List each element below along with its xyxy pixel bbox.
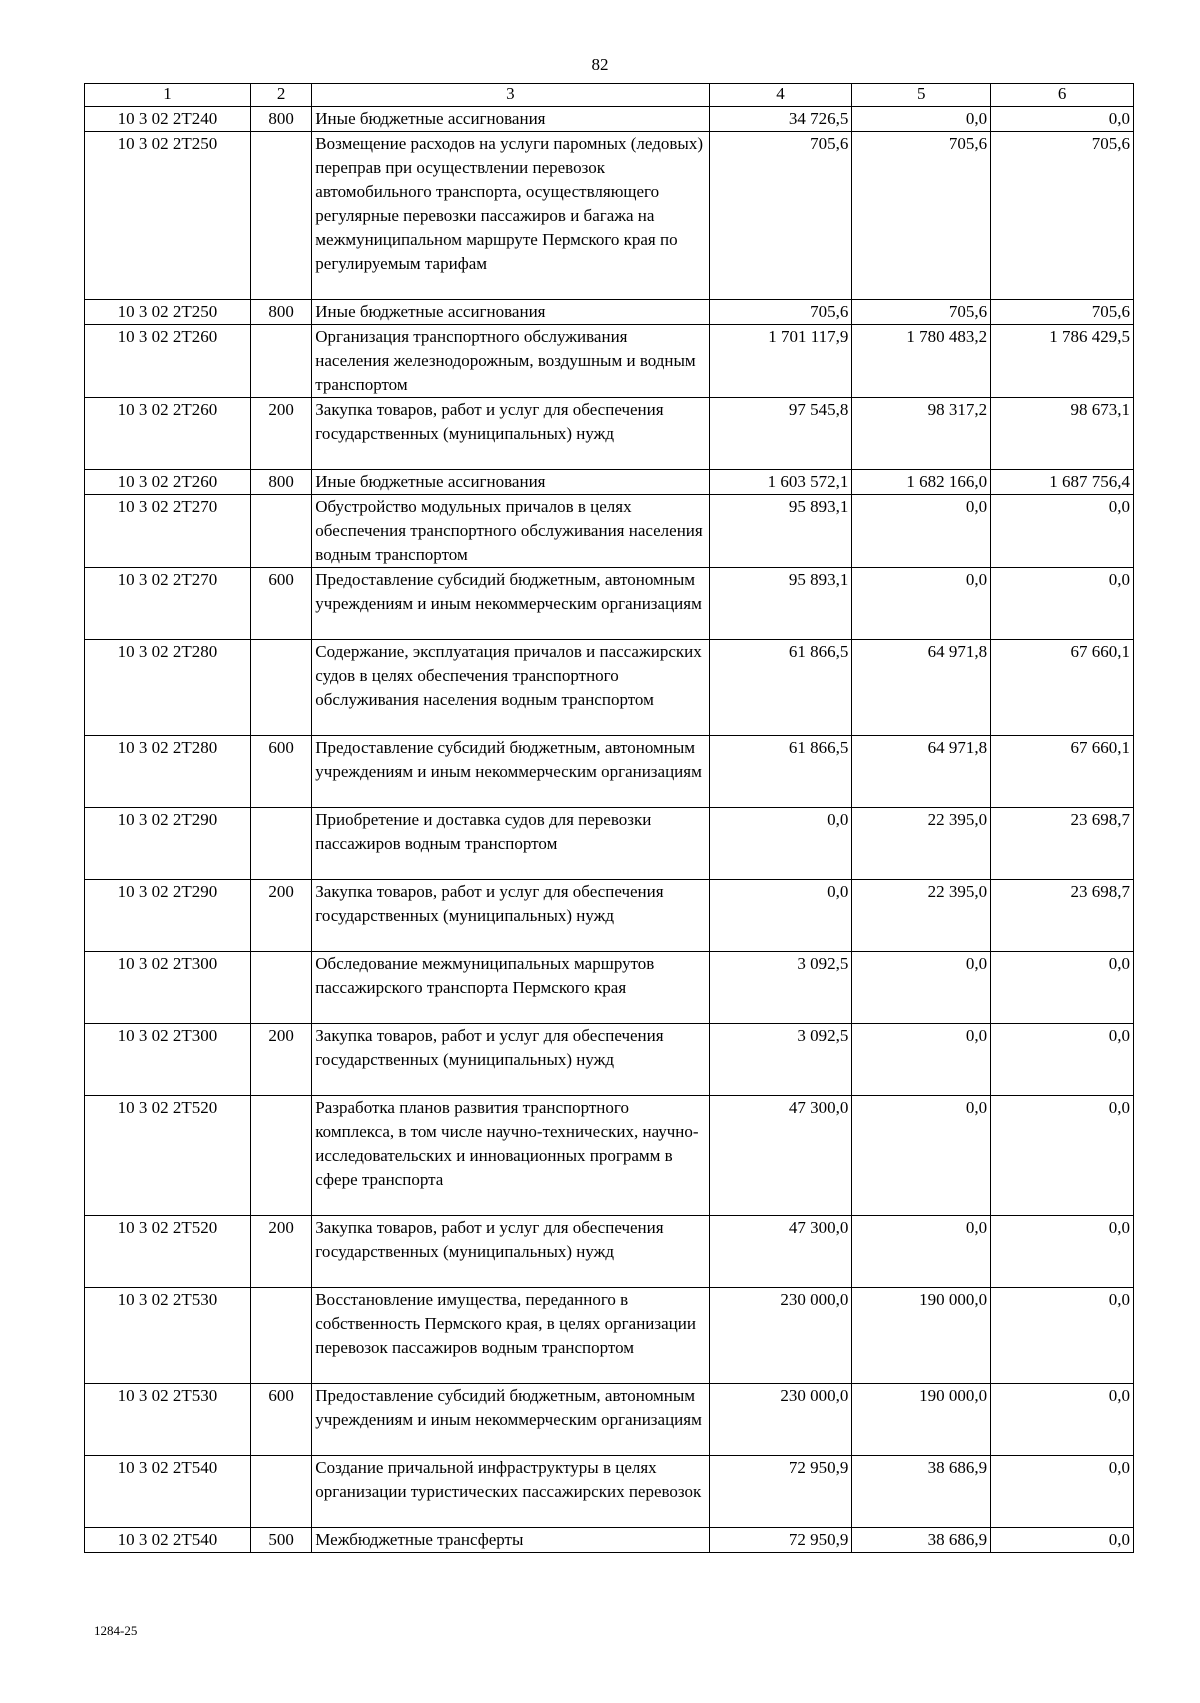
row-value-6: 0,0 bbox=[991, 495, 1134, 568]
row-value-6: 23 698,7 bbox=[991, 880, 1134, 952]
row-value-5: 22 395,0 bbox=[852, 808, 991, 880]
row-name: Межбюджетные трансферты bbox=[312, 1528, 709, 1553]
row-value-4: 97 545,8 bbox=[709, 398, 852, 470]
row-code: 10 3 02 2Т520 bbox=[85, 1216, 251, 1288]
column-header: 4 bbox=[709, 84, 852, 107]
row-code: 10 3 02 2Т520 bbox=[85, 1096, 251, 1216]
row-value-5: 1 780 483,2 bbox=[852, 325, 991, 398]
row-code: 10 3 02 2Т300 bbox=[85, 952, 251, 1024]
row-value-4: 230 000,0 bbox=[709, 1384, 852, 1456]
row-name: Восстановление имущества, переданного в собственность Пермского края, в целях организации перевозок пассажиров водным транспортом bbox=[312, 1288, 709, 1384]
row-value-6: 0,0 bbox=[991, 1216, 1134, 1288]
table-row bbox=[85, 1528, 1134, 1553]
table-row bbox=[85, 1384, 1134, 1456]
row-value-4: 72 950,9 bbox=[709, 1528, 852, 1553]
row-name: Возмещение расходов на услуги паромных (ледовых) переправ при осуществлении перевозок автомобильного транспорта, осуществляющего регулярные перевозки пассажиров и багажа на межмуниципальном маршруте Пермского края по регулируемым тарифам bbox=[312, 132, 709, 300]
row-value-5: 0,0 bbox=[852, 952, 991, 1024]
table-row bbox=[85, 640, 1134, 736]
row-expense-type bbox=[250, 495, 311, 568]
row-value-6: 1 687 756,4 bbox=[991, 470, 1134, 495]
row-value-4: 47 300,0 bbox=[709, 1216, 852, 1288]
row-value-6: 98 673,1 bbox=[991, 398, 1134, 470]
row-code: 10 3 02 2Т300 bbox=[85, 1024, 251, 1096]
table-row bbox=[85, 470, 1134, 495]
row-value-4: 95 893,1 bbox=[709, 568, 852, 640]
row-expense-type bbox=[250, 132, 311, 300]
row-value-6: 1 786 429,5 bbox=[991, 325, 1134, 398]
table-row bbox=[85, 495, 1134, 568]
table-row bbox=[85, 736, 1134, 808]
row-value-5: 0,0 bbox=[852, 1096, 991, 1216]
row-value-6: 705,6 bbox=[991, 300, 1134, 325]
row-value-5: 98 317,2 bbox=[852, 398, 991, 470]
row-value-6: 0,0 bbox=[991, 952, 1134, 1024]
row-value-4: 1 701 117,9 bbox=[709, 325, 852, 398]
row-value-5: 64 971,8 bbox=[852, 736, 991, 808]
row-value-5: 38 686,9 bbox=[852, 1456, 991, 1528]
row-code: 10 3 02 2Т250 bbox=[85, 300, 251, 325]
table-row bbox=[85, 808, 1134, 880]
row-code: 10 3 02 2Т280 bbox=[85, 640, 251, 736]
row-expense-type: 200 bbox=[250, 1024, 311, 1096]
row-name: Организация транспортного обслуживания населения железнодорожным, воздушным и водным транспортом bbox=[312, 325, 709, 398]
row-value-5: 0,0 bbox=[852, 495, 991, 568]
row-value-4: 705,6 bbox=[709, 300, 852, 325]
row-value-6: 0,0 bbox=[991, 1024, 1134, 1096]
table-row bbox=[85, 1288, 1134, 1384]
row-value-6: 0,0 bbox=[991, 568, 1134, 640]
row-name: Предоставление субсидий бюджетным, автономным учреждениям и иным некоммерческим организациям bbox=[312, 568, 709, 640]
row-name: Предоставление субсидий бюджетным, автономным учреждениям и иным некоммерческим организациям bbox=[312, 736, 709, 808]
row-code: 10 3 02 2Т250 bbox=[85, 132, 251, 300]
row-value-6: 0,0 bbox=[991, 1096, 1134, 1216]
row-value-6: 67 660,1 bbox=[991, 640, 1134, 736]
row-expense-type bbox=[250, 1456, 311, 1528]
row-code: 10 3 02 2Т270 bbox=[85, 568, 251, 640]
row-value-4: 72 950,9 bbox=[709, 1456, 852, 1528]
column-header: 2 bbox=[250, 84, 311, 107]
row-expense-type bbox=[250, 1096, 311, 1216]
table-row bbox=[85, 1096, 1134, 1216]
table-row bbox=[85, 952, 1134, 1024]
row-value-5: 0,0 bbox=[852, 568, 991, 640]
row-code: 10 3 02 2Т270 bbox=[85, 495, 251, 568]
row-value-5: 190 000,0 bbox=[852, 1384, 991, 1456]
row-value-5: 0,0 bbox=[852, 107, 991, 132]
row-value-4: 230 000,0 bbox=[709, 1288, 852, 1384]
row-code: 10 3 02 2Т530 bbox=[85, 1288, 251, 1384]
row-name: Иные бюджетные ассигнования bbox=[312, 470, 709, 495]
table-row bbox=[85, 132, 1134, 300]
row-name: Иные бюджетные ассигнования bbox=[312, 300, 709, 325]
row-name: Закупка товаров, работ и услуг для обеспечения государственных (муниципальных) нужд bbox=[312, 880, 709, 952]
table-row bbox=[85, 398, 1134, 470]
row-expense-type: 800 bbox=[250, 107, 311, 132]
table-row bbox=[85, 880, 1134, 952]
row-value-5: 190 000,0 bbox=[852, 1288, 991, 1384]
row-value-6: 0,0 bbox=[991, 1528, 1134, 1553]
row-value-5: 38 686,9 bbox=[852, 1528, 991, 1553]
row-expense-type: 800 bbox=[250, 470, 311, 495]
row-value-6: 705,6 bbox=[991, 132, 1134, 300]
row-code: 10 3 02 2Т540 bbox=[85, 1528, 251, 1553]
table-row bbox=[85, 1456, 1134, 1528]
row-value-4: 3 092,5 bbox=[709, 952, 852, 1024]
row-name: Закупка товаров, работ и услуг для обеспечения государственных (муниципальных) нужд bbox=[312, 1216, 709, 1288]
row-value-6: 67 660,1 bbox=[991, 736, 1134, 808]
row-value-6: 23 698,7 bbox=[991, 808, 1134, 880]
row-code: 10 3 02 2Т260 bbox=[85, 470, 251, 495]
column-header: 6 bbox=[991, 84, 1134, 107]
row-name: Приобретение и доставка судов для перевозки пассажиров водным транспортом bbox=[312, 808, 709, 880]
row-name: Обустройство модульных причалов в целях обеспечения транспортного обслуживания населения водным транспортом bbox=[312, 495, 709, 568]
row-code: 10 3 02 2Т290 bbox=[85, 808, 251, 880]
row-value-4: 0,0 bbox=[709, 808, 852, 880]
row-expense-type bbox=[250, 325, 311, 398]
row-name: Закупка товаров, работ и услуг для обеспечения государственных (муниципальных) нужд bbox=[312, 1024, 709, 1096]
row-value-4: 61 866,5 bbox=[709, 736, 852, 808]
row-value-5: 22 395,0 bbox=[852, 880, 991, 952]
row-code: 10 3 02 2Т240 bbox=[85, 107, 251, 132]
row-code: 10 3 02 2Т540 bbox=[85, 1456, 251, 1528]
row-expense-type: 500 bbox=[250, 1528, 311, 1553]
row-code: 10 3 02 2Т530 bbox=[85, 1384, 251, 1456]
column-header: 5 bbox=[852, 84, 991, 107]
row-value-5: 705,6 bbox=[852, 300, 991, 325]
row-value-5: 0,0 bbox=[852, 1024, 991, 1096]
row-name: Предоставление субсидий бюджетным, автономным учреждениям и иным некоммерческим организациям bbox=[312, 1384, 709, 1456]
row-expense-type: 200 bbox=[250, 398, 311, 470]
row-name: Содержание, эксплуатация причалов и пассажирских судов в целях обеспечения транспортного обслуживания населения водным транспортом bbox=[312, 640, 709, 736]
row-expense-type bbox=[250, 808, 311, 880]
row-name: Иные бюджетные ассигнования bbox=[312, 107, 709, 132]
table-row bbox=[85, 568, 1134, 640]
table-row bbox=[85, 1024, 1134, 1096]
row-expense-type bbox=[250, 640, 311, 736]
row-value-4: 705,6 bbox=[709, 132, 852, 300]
row-code: 10 3 02 2Т260 bbox=[85, 398, 251, 470]
row-code: 10 3 02 2Т280 bbox=[85, 736, 251, 808]
row-value-6: 0,0 bbox=[991, 1384, 1134, 1456]
row-value-5: 0,0 bbox=[852, 1216, 991, 1288]
row-expense-type bbox=[250, 1288, 311, 1384]
row-expense-type: 200 bbox=[250, 1216, 311, 1288]
table-row bbox=[85, 325, 1134, 398]
row-value-6: 0,0 bbox=[991, 1456, 1134, 1528]
row-name: Обследование межмуниципальных маршрутов пассажирского транспорта Пермского края bbox=[312, 952, 709, 1024]
row-name: Закупка товаров, работ и услуг для обеспечения государственных (муниципальных) нужд bbox=[312, 398, 709, 470]
row-value-6: 0,0 bbox=[991, 1288, 1134, 1384]
row-expense-type bbox=[250, 952, 311, 1024]
row-value-5: 1 682 166,0 bbox=[852, 470, 991, 495]
row-value-4: 95 893,1 bbox=[709, 495, 852, 568]
row-expense-type: 600 bbox=[250, 568, 311, 640]
row-expense-type: 200 bbox=[250, 880, 311, 952]
table-row bbox=[85, 300, 1134, 325]
header-row bbox=[85, 84, 1134, 107]
column-header: 3 bbox=[312, 84, 709, 107]
row-value-4: 47 300,0 bbox=[709, 1096, 852, 1216]
row-value-5: 64 971,8 bbox=[852, 640, 991, 736]
row-value-5: 705,6 bbox=[852, 132, 991, 300]
row-expense-type: 800 bbox=[250, 300, 311, 325]
row-value-4: 3 092,5 bbox=[709, 1024, 852, 1096]
document-registration-number: 1284-25 bbox=[94, 1623, 138, 1638]
column-header: 1 bbox=[85, 84, 251, 107]
table-row bbox=[85, 107, 1134, 132]
row-code: 10 3 02 2Т290 bbox=[85, 880, 251, 952]
row-expense-type: 600 bbox=[250, 736, 311, 808]
row-value-4: 61 866,5 bbox=[709, 640, 852, 736]
table-row bbox=[85, 1216, 1134, 1288]
budget-table bbox=[84, 83, 1134, 1553]
page-number: 82 bbox=[591, 55, 609, 74]
row-expense-type: 600 bbox=[250, 1384, 311, 1456]
row-code: 10 3 02 2Т260 bbox=[85, 325, 251, 398]
row-value-4: 34 726,5 bbox=[709, 107, 852, 132]
row-value-4: 0,0 bbox=[709, 880, 852, 952]
row-value-4: 1 603 572,1 bbox=[709, 470, 852, 495]
row-name: Разработка планов развития транспортного комплекса, в том числе научно-технических, научно-исследовательских и инновационных программ в сфере транспорта bbox=[312, 1096, 709, 1216]
row-name: Создание причальной инфраструктуры в целях организации туристических пассажирских перевозок bbox=[312, 1456, 709, 1528]
row-value-6: 0,0 bbox=[991, 107, 1134, 132]
